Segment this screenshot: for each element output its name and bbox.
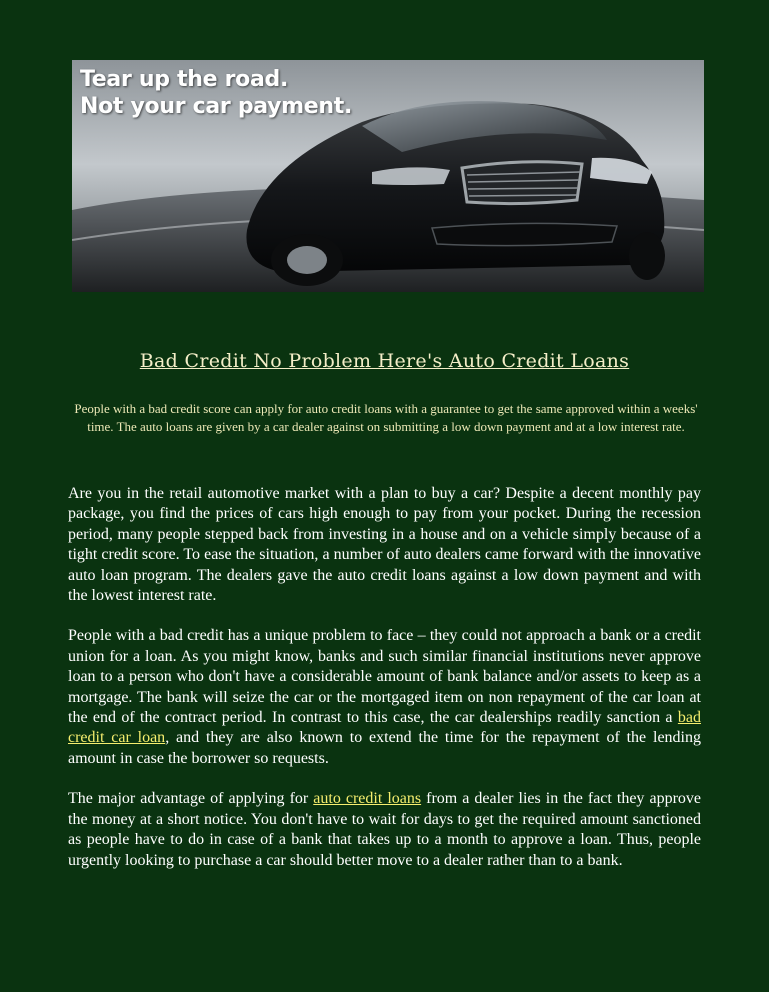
tagline-line-1: Tear up the road. (80, 67, 289, 92)
article-body (68, 484, 701, 891)
article-summary: People with a bad credit score can apply for auto credit loans with a guarantee to get the same approved within a weeks' time. The auto loans are given by a car dealer against on submitting a low down payment and at a low interest rate. (74, 401, 698, 434)
paragraph-2-text-before: People with a bad credit has a unique problem to face – they could not approach a bank or a credit union for a loan. As you might know, banks and such similar financial institutions never approve loan to a person who don't have a considerable amount of bank balance and/or assets to keep as a mortgage. The bank will seize the car or the mortgaged item on non repayment of the car loan at the end of the contract period. In contrast to this case, the car dealerships readily sanction a (68, 627, 701, 727)
tagline-line-2: Not your car payment. (80, 94, 353, 119)
hero-banner (72, 60, 704, 292)
paragraph-3-text-after: from a dealer lies in the fact they approve the money at a short notice. You don't have to wait for days to get the required amount sanctioned as people have to do in case of a bank that takes up to a month to approve a loan. Thus, people urgently looking to purchase a car should better move to a dealer rather than to a bank. (68, 790, 701, 869)
bad-credit-car-loan-link[interactable]: bad credit car loan (68, 709, 701, 747)
paragraph-3-text-before: The major advantage of applying for (68, 790, 314, 808)
paragraph-2-text-after: , and they are also known to extend the time for the repayment of the lending amount in case the borrower so requests. (68, 729, 701, 767)
paragraph-2 (68, 626, 701, 769)
paragraph-1: Are you in the retail automotive market with a plan to buy a car? Despite a decent monthly pay package, you find the prices of cars high enough to pay from your pocket. During the recession period, many people stepped back from investing in a house and on a vehicle simply because of a tight credit score. To ease the situation, a number of auto dealers came forward with the innovative auto loan program. The dealers gave the auto credit loans against a low down payment and with the lowest interest rate. (68, 485, 701, 605)
hero-tagline (80, 66, 352, 120)
auto-credit-loans-link[interactable]: auto credit loans (313, 790, 422, 808)
paragraph-3 (68, 789, 701, 871)
article-title: Bad Credit No Problem Here's Auto Credit Loans (139, 350, 630, 372)
